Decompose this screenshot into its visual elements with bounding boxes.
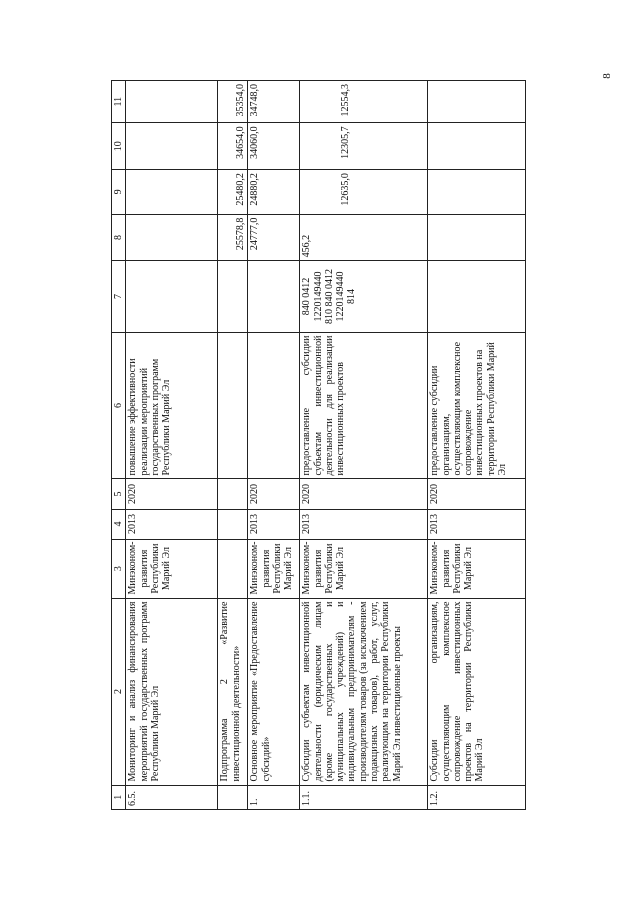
value-col-11: 35354,0: [218, 81, 248, 123]
value-col-10: [428, 123, 526, 170]
value-col-8: 456,2: [300, 214, 428, 261]
end-year: 2020: [428, 479, 526, 509]
activity-name: Субсидии организациям, осуществляющим комплексное сопровождение инвестиционных проектов на территории Республики Марий Эл: [428, 598, 526, 785]
expected-result: повышение эффективности реализации мероприятий государственных программ Республики Марий Эл: [126, 332, 218, 479]
start-year: [218, 509, 248, 539]
column-number-header-row: [112, 81, 126, 810]
value-col-9: 25480,2: [218, 170, 248, 215]
activity-name: Субсидии субъектам инвестиционной деятельности (юридическим лицам (кроме государственных и муниципальных учреждений) и индивидуальным предпринимателям - производителям товаров (за исключением подакцизных товаров), работ, услуг, реализующим на территории Республики Марий Эл инвестиционные проекты: [300, 598, 428, 785]
value-col-9: 24880,2: [248, 170, 300, 215]
expected-result: предоставление субсидии организациям, осуществляющим комплексное сопровождение инвестиционных проектов на территории Республики Марий Эл: [428, 332, 526, 479]
expected-result: предоставление субсидии субъектам инвестиционной деятельности для реализации инвестиционных проектов: [300, 332, 428, 479]
value-col-11: [428, 81, 526, 123]
start-year: 2013: [300, 509, 428, 539]
activity-name: Мониторинг и анализ финансирования мероприятий государственных программ Республики Марий Эл: [126, 598, 218, 785]
value-col-8: [428, 214, 526, 261]
value-col-8: 25578,8: [218, 214, 248, 261]
executor: Минэконом-развития Республики Марий Эл: [126, 539, 218, 598]
executor: Минэконом-развития Республики Марий Эл: [300, 539, 428, 598]
row-number: 1.2.: [428, 785, 526, 809]
end-year: 2020: [248, 479, 300, 509]
column-header: 10: [112, 123, 126, 170]
executor: [218, 539, 248, 598]
end-year: 2020: [300, 479, 428, 509]
column-header: 3: [112, 539, 126, 598]
program-activities-table: [111, 80, 526, 810]
column-header: 7: [112, 261, 126, 332]
table-row: [300, 81, 428, 810]
expected-result: [248, 332, 300, 479]
value-col-10: 12305,7: [300, 123, 428, 170]
column-header: 9: [112, 170, 126, 215]
end-year: [218, 479, 248, 509]
table-row: [248, 81, 300, 810]
row-number: 1.: [248, 785, 300, 809]
value-col-11: 12554,3: [300, 81, 428, 123]
budget-code: [428, 261, 526, 332]
row-number: 1.1.: [300, 785, 428, 809]
start-year: 2013: [428, 509, 526, 539]
landscape-table-sheet: [111, 80, 525, 810]
budget-code: [126, 261, 218, 332]
page-number: 8: [600, 73, 613, 79]
activity-name: Подпрограмма 2 «Развитие инвестиционной деятельности»: [218, 598, 248, 785]
executor: Минэконом-развития Республики Марий Эл: [428, 539, 526, 598]
column-header: 5: [112, 479, 126, 509]
value-col-10: [126, 123, 218, 170]
table-row: [428, 81, 526, 810]
row-number: 6.5.: [126, 785, 218, 809]
start-year: 2013: [126, 509, 218, 539]
start-year: 2013: [248, 509, 300, 539]
budget-code: [218, 261, 248, 332]
executor: Минэконом-развития Республики Марий Эл: [248, 539, 300, 598]
value-col-10: 34060,0: [248, 123, 300, 170]
value-col-9: [428, 170, 526, 215]
budget-code: [248, 261, 300, 332]
value-col-8: 24777,0: [248, 214, 300, 261]
budget-code: 840 0412 1220149440 810 840 0412 1220149440 814: [300, 261, 428, 332]
table-row: [126, 81, 218, 810]
value-col-10: 34654,0: [218, 123, 248, 170]
column-header: 1: [112, 785, 126, 809]
value-col-11: [126, 81, 218, 123]
activity-name: Основное мероприятие «Предоставление субсидий»: [248, 598, 300, 785]
column-header: 4: [112, 509, 126, 539]
row-number: [218, 785, 248, 809]
value-col-11: 34748,0: [248, 81, 300, 123]
column-header: 6: [112, 332, 126, 479]
value-col-8: [126, 214, 218, 261]
column-header: 8: [112, 214, 126, 261]
subprogram-row: [218, 81, 248, 810]
value-col-9: 12635,0: [300, 170, 428, 215]
end-year: 2020: [126, 479, 218, 509]
value-col-9: [126, 170, 218, 215]
column-header: 11: [112, 81, 126, 123]
column-header: 2: [112, 598, 126, 785]
expected-result: [218, 332, 248, 479]
